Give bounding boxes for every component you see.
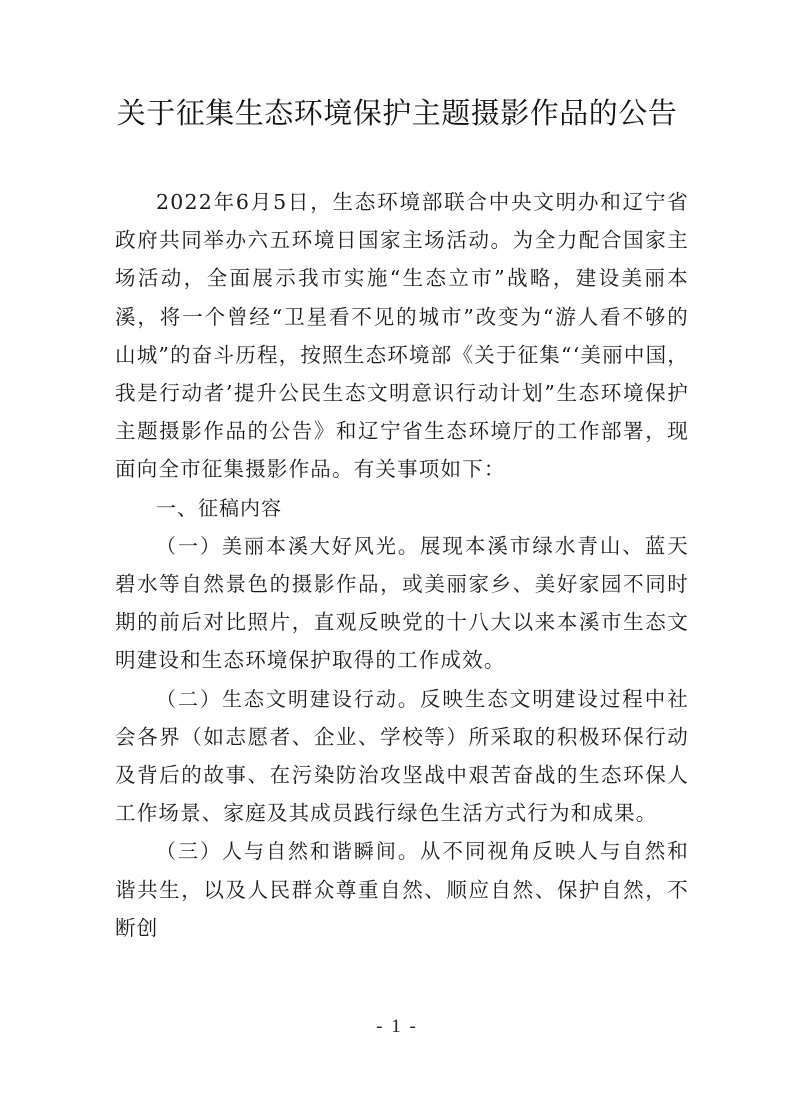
list-item [115, 527, 689, 680]
page-number: - 1 - [376, 1016, 418, 1037]
section-heading-content: 一、征稿内容 [156, 495, 282, 520]
intro-paragraph: 2022年6月5日，生态环境部联合中央文明办和辽宁省政府共同举办六五环境日国家主场活动。为全力配合国家主场活动，全面展示我市实施“生态立市”战略，建设美丽本溪，将一个曾经“卫星看不见的城市”改变为“游人看不够的山城”的奋斗历程，按照生态环境部《关于征集“‘美丽中国，我是行动者’提升公民生态文明意识行动计划”生态环境保护主题摄影作品的公告》和辽宁省生态环境厅的工作部署，现面向全市征集摄影作品。有关事项如下： [115, 190, 689, 482]
item-label: （二）生态文明建设行动。 [156, 686, 420, 711]
item-label: （一）美丽本溪大好风光。 [156, 533, 420, 558]
list-item [115, 680, 689, 833]
document-body [115, 183, 689, 947]
item-text: 从不同视角反映人与自然和谐共生，以及人民群众尊重自然、顺应自然、保护自然，不断创 [115, 839, 689, 940]
item-text: 展现本溪市绿水青山、蓝天碧水等自然景色的摄影作品，或美丽家乡、美好家园不同时期的前后对比照片，直观反映党的十八大以来本溪市生态文明建设和生态环境保护取得的工作成效。 [115, 533, 689, 673]
list-item [115, 832, 689, 947]
item-text: 反映生态文明建设过程中社会各界（如志愿者、企业、学校等）所采取的积极环保行动及背后的故事、在污染防治攻坚战中艰苦奋战的生态环保人工作场景、家庭及其成员践行绿色生活方式行为和成果。 [115, 686, 689, 826]
document-title: 关于征集生态环境保护主题摄影作品的公告 [116, 96, 678, 130]
item-label: （三）人与自然和谐瞬间。 [156, 839, 420, 864]
